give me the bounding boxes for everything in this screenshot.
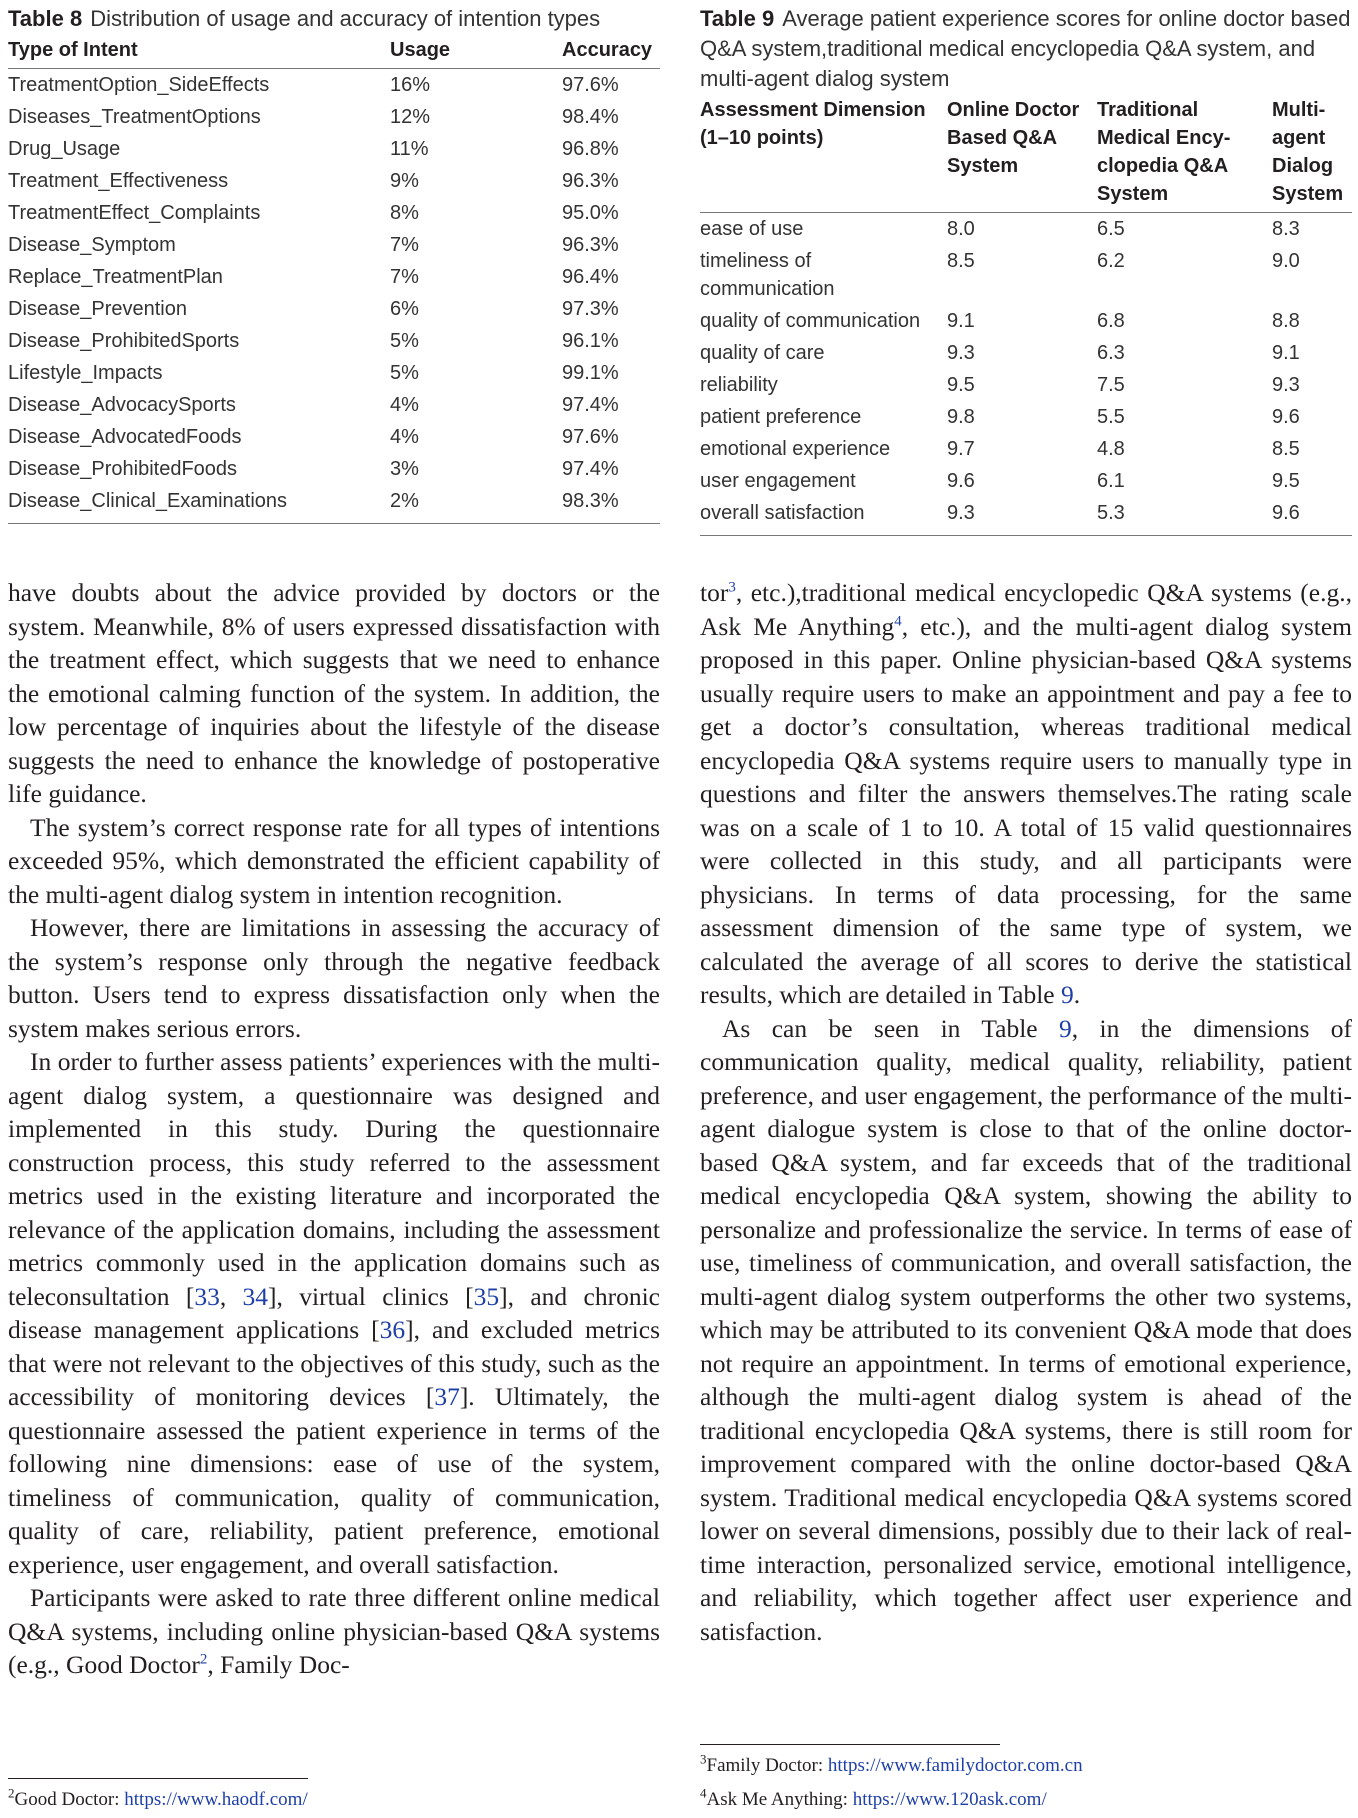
paragraph-text: , in the dimensions of communication quality, medical quality, reliability, patient preference, and user engagement, the performance of the multi-agent dialogue system is close to that of the online doctor-based Q&A system, and far exceeds that of the traditional medical encyclopedia Q&A system, showing the ability to personalize and professionalize the service. In terms of ease of use, timeliness of communication, and overall satisfaction, the multi-agent dialog system outperforms the other two systems, which may be attributed to its convenient Q&A mode that does not require an appointment. In terms of emotional experience, although the multi-agent dialog system is ahead of the traditional encyclopedia Q&A systems, there is still room for improvement compared with the online doctor-based Q&A system. Traditional medical encyclopedia Q&A systems scored lower on several dimensions, possibly due to their lack of real-time interaction, personalized service, emotional intelligence, and reliability, which together affect user experience and satisfaction. — [700, 1013, 1352, 1646]
table-cell: 9.8 — [947, 406, 975, 428]
paragraph-text: ]. Ultimately, the questionnaire assessed the patient experience in terms of the following nine dimensions: ease of use of the system, timeliness of communication, quality of communication, quality of care, reliability, patient preference, emotional experience, user engagement, and overall satisfaction. — [8, 1382, 660, 1579]
table-cell: Disease_ProhibitedFoods — [8, 458, 238, 480]
paragraph-text: Participants were asked to rate three different online medical Q&A systems, including online physician-based Q&A systems (e.g., Good Doctor — [8, 1583, 660, 1679]
table-cell: 97.6% — [562, 426, 619, 448]
table-cell: 3% — [390, 458, 419, 480]
table-cell: 9.1 — [947, 310, 975, 332]
table-row — [700, 401, 1352, 433]
table-cell: 7% — [390, 266, 419, 288]
table-cell: 96.3% — [562, 234, 619, 256]
paragraph-text: ], virtual clinics [ — [268, 1281, 474, 1311]
table-cell: 6% — [390, 298, 419, 320]
table-cell: 9% — [390, 170, 419, 192]
table-8-caption-text: Distribution of usage and accuracy of intention types — [90, 6, 601, 31]
footnote-number: 2 — [8, 1785, 15, 1801]
table-reference-link[interactable]: 9 — [1061, 980, 1074, 1009]
table-cell: 7% — [390, 234, 419, 256]
paragraph: have doubts about the advice provided by doctors or the system. Meanwhile, 8% of users expressed dissatisfaction with the treatment effect, which suggests that we need to enhance the emotional calming function of the system. In addition, the low percentage of inquiries about the lifestyle of the disease suggests the need to enhance the knowledge of postoperative life guidance. — [8, 578, 660, 808]
footnote-link[interactable]: https://www.120ask.com/ — [852, 1789, 1047, 1810]
footnote-link[interactable]: https://www.haodf.com/ — [124, 1789, 308, 1810]
table-header-row — [8, 34, 660, 69]
table-cell: 6.8 — [1097, 310, 1125, 332]
table-row — [8, 229, 660, 261]
table-row — [8, 421, 660, 453]
citation-link[interactable]: 36 — [379, 1315, 406, 1344]
table-row — [8, 293, 660, 325]
table-row — [700, 433, 1352, 465]
paragraph: The system’s correct response rate for all types of intentions exceeded 95%, which demonstrated the efficient capability of the multi-agent dialog system in intention recognition. — [8, 812, 660, 909]
footnote-rule — [8, 1778, 308, 1779]
paragraph — [8, 1045, 660, 1581]
citation-link[interactable]: 37 — [434, 1382, 460, 1411]
table-cell: 98.3% — [562, 485, 660, 524]
paragraph-text: ], and excluded metrics that were not relevant to the objectives of this study, such as the accessibility of monitoring devices [ — [8, 1315, 660, 1411]
table-cell: 9.7 — [947, 438, 975, 460]
table-row — [8, 197, 660, 229]
table-row — [700, 369, 1352, 401]
table-row — [8, 165, 660, 197]
table-row — [700, 465, 1352, 497]
paragraph-text: As can be seen in Table — [722, 1013, 1059, 1043]
table-header-row — [700, 94, 1352, 213]
table-cell: 96.3% — [562, 170, 619, 192]
table-cell: 7.5 — [1097, 374, 1125, 396]
table-cell: ease of use — [700, 218, 804, 240]
table-header-cell: Assessment Dimension (1–10 points) — [700, 94, 947, 213]
table-row — [700, 213, 1352, 246]
table-cell: 6.3 — [1097, 342, 1125, 364]
table-row — [8, 133, 660, 165]
table-row — [8, 69, 660, 102]
table-cell: emotional experience — [700, 438, 891, 460]
table-cell: quality of communication — [700, 310, 921, 332]
table-cell: 16% — [390, 74, 431, 96]
table-cell: 9.5 — [1272, 470, 1300, 492]
table-cell: 96.1% — [562, 330, 619, 352]
table-cell: patient preference — [700, 406, 862, 428]
left-column-text — [8, 576, 660, 1682]
table-cell: 9.6 — [947, 470, 975, 492]
table-cell: overall satisfaction — [700, 497, 947, 536]
table-cell: 5.3 — [1097, 497, 1272, 536]
table-cell: 98.4% — [562, 106, 619, 128]
table-8-caption — [8, 4, 660, 34]
table-cell: TreatmentOption_SideEffects — [8, 74, 270, 96]
table-cell: Disease_AdvocacySports — [8, 394, 236, 416]
table-9-label: Table 9 — [700, 6, 775, 31]
table-cell: 95.0% — [562, 202, 619, 224]
table-cell: 9.3 — [947, 497, 1097, 536]
table-cell: 8.8 — [1272, 310, 1300, 332]
table-cell: Disease_AdvocatedFoods — [8, 426, 242, 448]
table-cell: Disease_Prevention — [8, 298, 187, 320]
table-header-cell: Multi-agent Dialog System — [1272, 94, 1352, 213]
table-cell: 5% — [390, 362, 419, 384]
table-cell: reliability — [700, 374, 778, 396]
table-cell: 9.6 — [1272, 406, 1300, 428]
table-cell: Disease_Clinical_Examinations — [8, 485, 390, 524]
table-header-cell: Usage — [390, 34, 562, 69]
table-cell: 9.1 — [1272, 342, 1300, 364]
table-cell: Disease_Symptom — [8, 234, 176, 256]
table-row — [8, 357, 660, 389]
table-cell: 9.3 — [1272, 374, 1300, 396]
table-row — [8, 485, 660, 524]
table-row — [8, 389, 660, 421]
paragraph-text: In order to further assess patients’ experiences with the multi-agent dialog system, a questionnaire was designed and implemented in this study. During the questionnaire construction process, this study referred to the assessment metrics used in the existing literature and incorporated the relevance of the application domains, including the assessment metrics commonly used in the application domains such as teleconsultation [ — [8, 1047, 660, 1311]
table-cell: 8% — [390, 202, 419, 224]
table-cell: 97.6% — [562, 74, 619, 96]
footnote-label: Good Doctor: — [14, 1789, 125, 1810]
footnote-3 — [700, 1751, 1083, 1778]
paragraph: However, there are limitations in assessing the accuracy of the system’s response only through the negative feedback button. Users tend to express dissatisfaction only when the system makes serious errors. — [8, 913, 660, 1043]
paragraph-text: , — [219, 1281, 243, 1311]
table-9 — [700, 94, 1352, 536]
table-row — [8, 453, 660, 485]
table-header-cell: Type of Intent — [8, 34, 390, 69]
table-8 — [8, 34, 660, 524]
paragraph — [700, 1012, 1352, 1649]
paragraph-text: ], and chronic disease management applications [ — [8, 1281, 660, 1344]
table-row — [8, 261, 660, 293]
table-cell: quality of care — [700, 342, 825, 364]
table-row — [8, 325, 660, 357]
paragraph-text: tor — [700, 578, 729, 607]
table-cell: 4% — [390, 426, 419, 448]
table-cell: 8.5 — [1272, 438, 1300, 460]
table-cell: 2% — [390, 485, 562, 524]
footnote-mark[interactable]: 3 — [728, 579, 736, 596]
table-header-cell: Online Doctor Based Q&A System — [947, 94, 1097, 213]
table-header-cell: Traditional Medical Ency-clopedia Q&A System — [1097, 94, 1272, 213]
table-cell: 97.4% — [562, 458, 619, 480]
table-cell: 96.8% — [562, 138, 619, 160]
table-cell: 9.3 — [947, 342, 975, 364]
table-cell: 9.6 — [1272, 497, 1352, 536]
table-cell: 11% — [390, 138, 429, 160]
table-9-block — [700, 0, 1352, 532]
table-reference-link[interactable]: 9 — [1058, 1013, 1072, 1043]
table-cell: user engagement — [700, 470, 856, 492]
table-9-caption — [700, 4, 1352, 94]
paragraph — [8, 1581, 660, 1682]
footnote-2 — [8, 1785, 308, 1812]
table-cell: 5.5 — [1097, 406, 1125, 428]
table-cell: Disease_ProhibitedSports — [8, 330, 240, 352]
footnote-mark[interactable]: 4 — [894, 613, 902, 629]
table-cell: Treatment_Effectiveness — [8, 170, 229, 192]
table-cell: Drug_Usage — [8, 138, 121, 160]
table-cell: 9.0 — [1272, 250, 1300, 272]
table-cell: 5% — [390, 330, 419, 352]
table-cell: 96.4% — [562, 266, 619, 288]
paragraph-text: , etc.),traditional medical encyclopedic Q&A systems (e.g., Ask Me Anything — [700, 578, 1352, 641]
table-cell: 9.5 — [947, 374, 975, 396]
table-8-block — [8, 0, 660, 520]
table-cell: 4.8 — [1097, 438, 1125, 460]
table-9-caption-text: Average patient experience scores for online doctor based Q&A system,traditional medical encyclopedia Q&A system, and multi-agent dialog system — [700, 6, 1351, 91]
paragraph-text: , Family Doc- — [207, 1650, 350, 1679]
footnote-label: Family Doctor: — [706, 1755, 828, 1776]
table-row — [700, 245, 1352, 305]
table-cell: 8.0 — [947, 218, 975, 240]
table-row — [700, 497, 1352, 536]
table-row — [700, 305, 1352, 337]
footnote-number: 3 — [700, 1751, 707, 1767]
table-cell: 8.3 — [1272, 218, 1300, 240]
footnote-rule — [700, 1744, 1000, 1745]
footnote-number: 4 — [700, 1785, 707, 1801]
citation-link[interactable]: 35 — [473, 1281, 500, 1311]
footnote-4 — [700, 1785, 1047, 1812]
table-cell: 6.1 — [1097, 470, 1125, 492]
table-cell: 8.5 — [947, 250, 975, 272]
table-cell: Lifestyle_Impacts — [8, 362, 163, 384]
table-cell: 6.5 — [1097, 218, 1125, 240]
citation-link[interactable]: 33 — [194, 1281, 220, 1311]
paragraph-text: , etc.), and the multi-agent dialog system proposed in this paper. Online physician-based Q&A systems usually require users to make an appointment and pay a fee to get a doctor’s consultation, whereas traditional medical encyclopedia Q&A systems require users to manually type in questions and filter the answers themselves.The rating scale was on a scale of 1 to 10. A total of 15 valid questionnaires were collected in this study, and all participants were physicians. In terms of data processing, for the same assessment dimension of the same type of system, we calculated the average of all scores to derive the statistical results, which are detailed in Table — [700, 611, 1352, 1009]
footnote-label: Ask Me Anything: — [706, 1789, 853, 1810]
table-cell: 4% — [390, 394, 419, 416]
table-cell: 97.3% — [562, 298, 619, 320]
table-8-label: Table 8 — [8, 6, 83, 31]
table-header-cell: Accuracy — [562, 34, 660, 69]
paragraph — [700, 576, 1352, 1012]
footnote-link[interactable]: https://www.familydoctor.com.cn — [827, 1755, 1083, 1776]
table-cell: 12% — [390, 106, 431, 128]
table-cell: Replace_TreatmentPlan — [8, 266, 223, 288]
footnote-mark[interactable]: 2 — [199, 1651, 208, 1668]
right-column-text — [700, 576, 1352, 1648]
table-cell: 99.1% — [562, 362, 619, 384]
paragraph-text: . — [1073, 980, 1081, 1009]
table-row — [700, 337, 1352, 369]
citation-link[interactable]: 34 — [242, 1281, 269, 1311]
table-cell: 6.2 — [1097, 250, 1125, 272]
table-cell: timeliness of communication — [700, 250, 835, 300]
table-cell: Diseases_TreatmentOptions — [8, 106, 261, 128]
table-cell: 97.4% — [562, 394, 619, 416]
table-row — [8, 101, 660, 133]
table-cell: TreatmentEffect_Complaints — [8, 202, 261, 224]
